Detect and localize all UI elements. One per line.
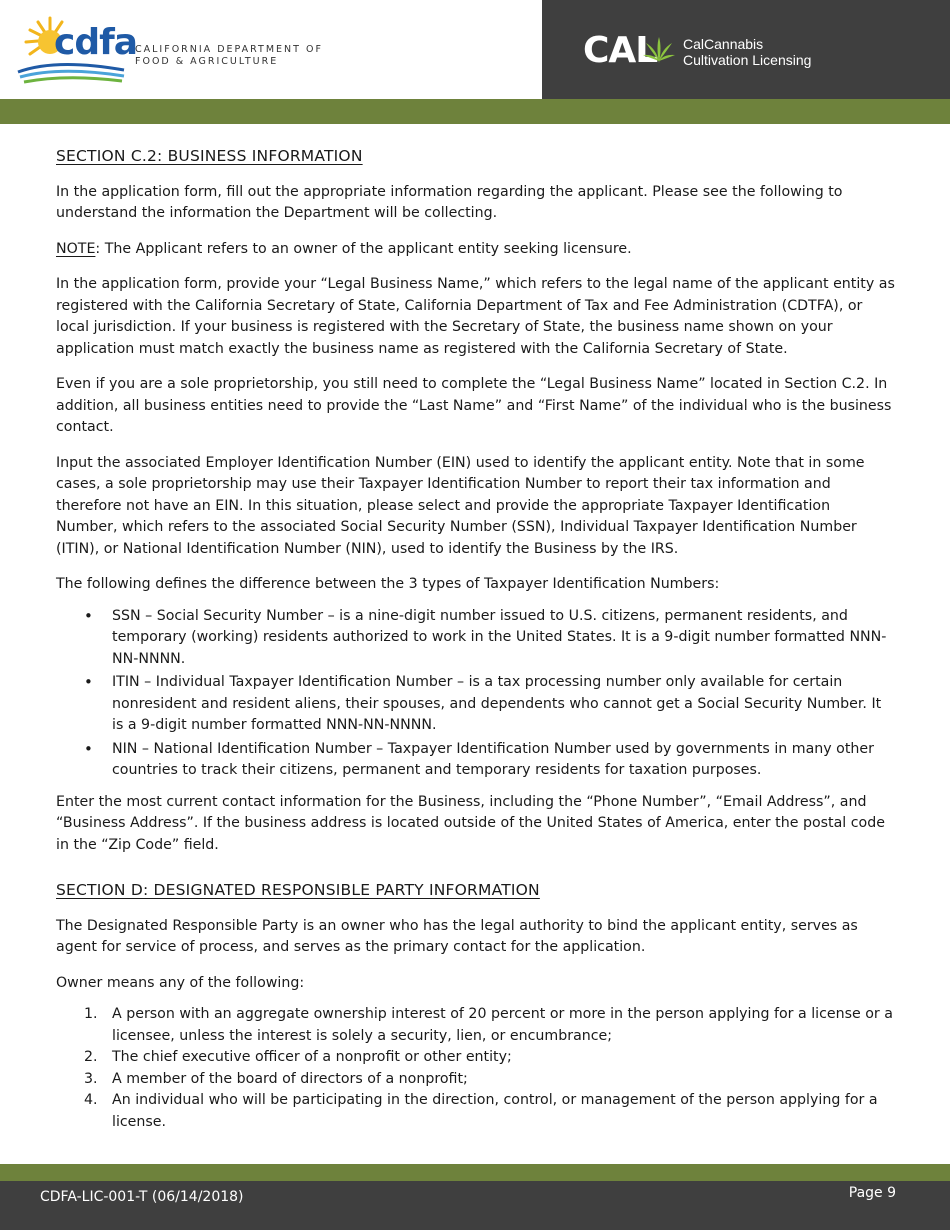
list-item-text: An individual who will be participating in the direction, control, or management of the person applying for a license. bbox=[112, 1092, 878, 1130]
section-d-paragraph-2: Owner means any of the following: bbox=[56, 974, 305, 991]
tin-types-list bbox=[56, 606, 896, 782]
list-item-number: 3. bbox=[84, 1070, 98, 1087]
cdfa-dept-line-1: CALIFORNIA DEPARTMENT OF bbox=[135, 44, 323, 55]
page-footer bbox=[0, 1181, 950, 1230]
calcannabis-line-2: Cultivation Licensing bbox=[683, 52, 812, 68]
cdfa-dept-line-2: FOOD & AGRICULTURE bbox=[135, 56, 279, 67]
section-c2-paragraph-6: Enter the most current contact information for the Business, including the “Phone Number”, “Email Address”, and “Business Address”. If the business address is located outside of the United States of America, enter the postal code in the “Zip Code” field. bbox=[56, 793, 885, 853]
list-item bbox=[56, 1090, 896, 1133]
section-c2-title: SECTION C.2: BUSINESS INFORMATION bbox=[56, 147, 363, 165]
list-item-text: The chief executive officer of a nonprofit or other entity; bbox=[112, 1049, 512, 1065]
section-c2-note bbox=[56, 239, 896, 261]
list-item-nin: • NIN – National Identification Number – Taxpayer Identification Number used by governments in many other countries to track their citizens, permanent and temporary residents for taxation purposes. bbox=[56, 739, 896, 782]
cal-logo-text: CAL bbox=[583, 30, 658, 71]
list-item bbox=[56, 1047, 896, 1069]
page-header bbox=[0, 0, 950, 99]
calcannabis-subtitle bbox=[683, 36, 811, 68]
note-label: NOTE bbox=[56, 240, 96, 257]
list-item-ssn: • SSN – Social Security Number – is a nine-digit number issued to U.S. citizens, permanent residents, and temporary (working) residents authorized to work in the United States. It is a 9-digit number formatted NNN-NN-NNNN. bbox=[56, 606, 896, 671]
list-item-number: 2. bbox=[84, 1049, 98, 1065]
form-id: CDFA-LIC-001-T (06/14/2018) bbox=[40, 1189, 244, 1205]
cdfa-department-name bbox=[135, 44, 323, 68]
footer-accent-band bbox=[0, 1164, 950, 1181]
section-c2-paragraph-2: In the application form, provide your “Legal Business Name,” which refers to the legal name of the applicant entity as registered with the California Secretary of State, California Department of Tax and Fee Administration (CDTFA), or local jurisdiction. If your business is registered with the Secretary of State, the business name shown on your application must match exactly the business name as registered with the California Secretary of State. bbox=[56, 276, 895, 357]
list-item-itin: • ITIN – Individual Taxpayer Identification Number – is a tax processing number only available for certain nonresident and resident aliens, their spouses, and dependents who cannot get a Social Security Number. It is a 9-digit number formatted NNN-NN-NNNN. bbox=[56, 672, 896, 737]
page-number: Page 9 bbox=[848, 1185, 896, 1201]
calcannabis-line-1: CalCannabis bbox=[683, 36, 764, 52]
owner-definitions-list bbox=[56, 1004, 896, 1133]
section-c2-paragraph-1: In the application form, fill out the appropriate information regarding the applicant. Please see the following to understand the information the Department will be collecting. bbox=[56, 183, 843, 221]
header-accent-band bbox=[0, 99, 950, 124]
document-body bbox=[56, 146, 896, 1133]
cannabis-leaf-icon bbox=[642, 33, 676, 67]
section-d-title: SECTION D: DESIGNATED RESPONSIBLE PARTY INFORMATION bbox=[56, 881, 540, 899]
section-d-paragraph-1: The Designated Responsible Party is an owner who has the legal authority to bind the applicant entity, serves as agent for service of process, and serves as the primary contact for the application. bbox=[56, 917, 858, 955]
cdfa-logo-text: cdfa bbox=[54, 22, 138, 63]
section-c2-paragraph-4: Input the associated Employer Identification Number (EIN) used to identify the applicant entity. Note that in some cases, a sole proprietorship may use their Taxpayer Identification Number to report their tax information and therefore not have an EIN. In this situation, please select and provide the appropriate Taxpayer Identification Number, which refers to the associated Social Security Number (SSN), Individual Taxpayer Identification Number (ITIN), or National Identification Number (NIN), used to identify the Business by the IRS. bbox=[56, 454, 865, 557]
section-c2-paragraph-5: The following defines the difference between the 3 types of Taxpayer Identification Numbers: bbox=[56, 576, 720, 592]
cdfa-header-panel bbox=[0, 0, 542, 99]
list-item-number: 1. bbox=[84, 1006, 98, 1022]
list-item bbox=[56, 1069, 896, 1091]
list-item-text: A person with an aggregate ownership interest of 20 percent or more in the person applying for a license or a licensee, unless the interest is solely a security, lien, or encumbrance; bbox=[112, 1006, 893, 1044]
section-c2-paragraph-3: Even if you are a sole proprietorship, you still need to complete the “Legal Business Name” located in Section C.2. In addition, all business entities need to provide the “Last Name” and “First Name” of the individual who is the business contact. bbox=[56, 376, 892, 435]
list-item-text: A member of the board of directors of a nonprofit; bbox=[112, 1070, 468, 1087]
list-item bbox=[56, 1004, 896, 1047]
list-item-number: 4. bbox=[84, 1092, 98, 1108]
note-text: : The Applicant refers to an owner of the applicant entity seeking licensure. bbox=[95, 240, 632, 257]
